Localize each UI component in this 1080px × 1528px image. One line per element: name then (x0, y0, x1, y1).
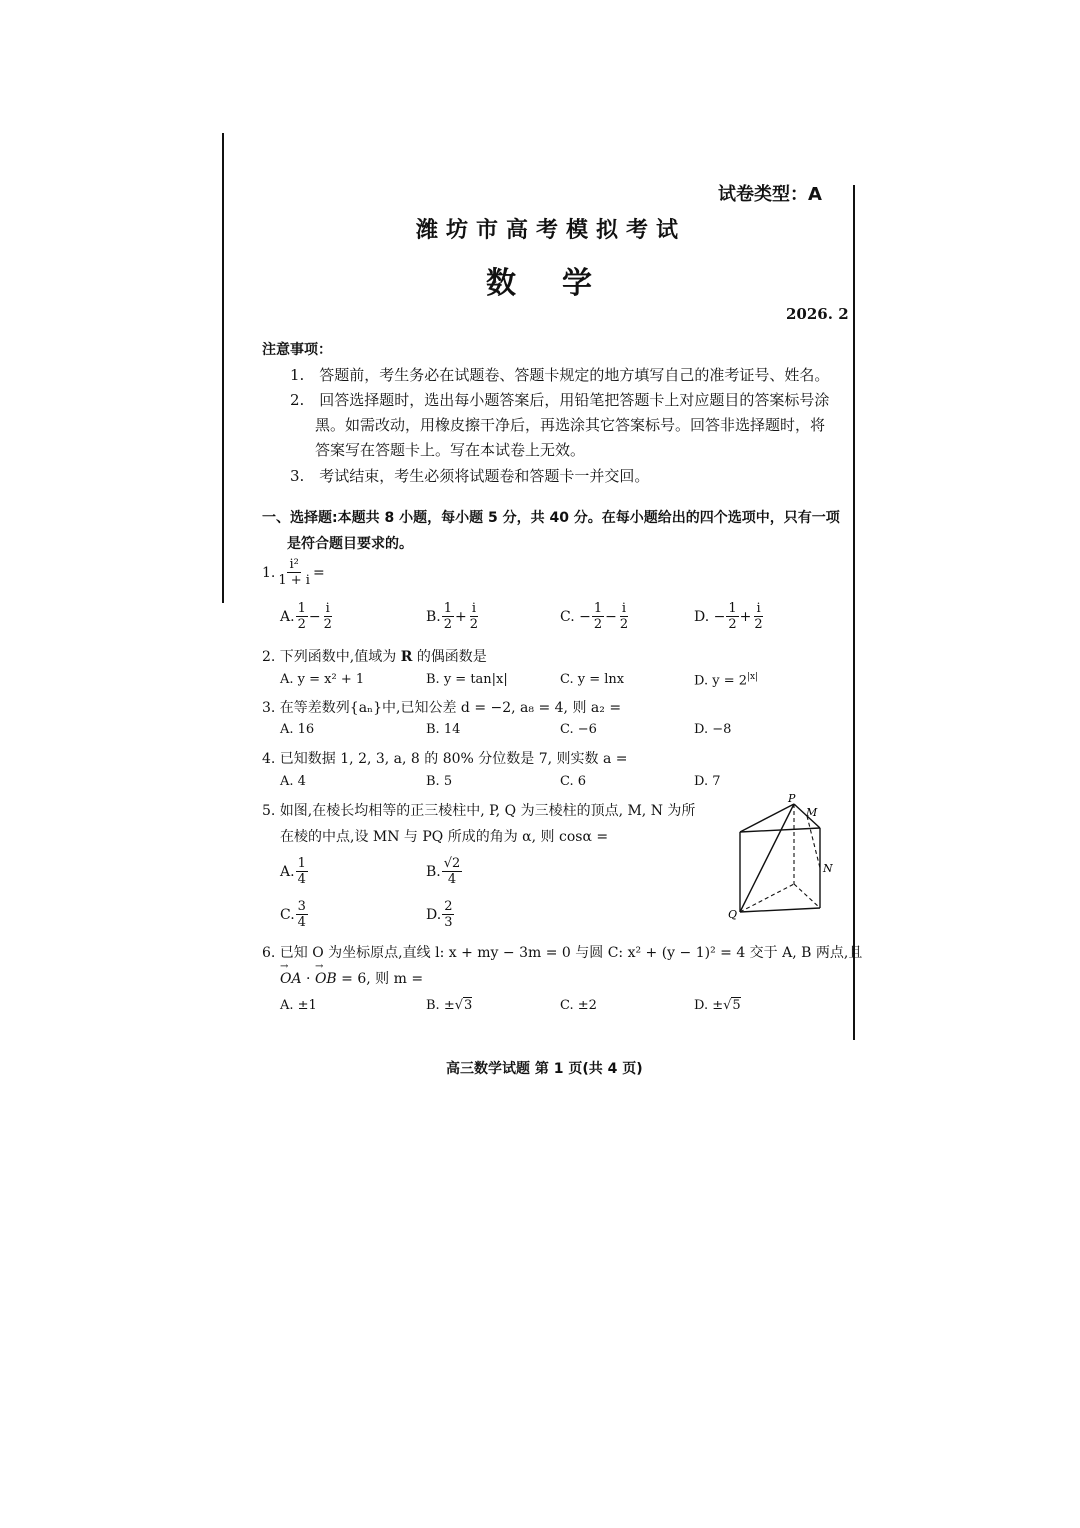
q6-option-b: B. ±√3 (426, 998, 473, 1013)
q1-number: 1. (262, 564, 276, 581)
q4-option-c: C. 6 (560, 774, 587, 789)
q3-option-d: D. −8 (694, 722, 732, 737)
subject-title: 数 学 (486, 266, 600, 301)
question-1-stem (262, 558, 325, 587)
question-3-stem: 3. 在等差数列{aₙ}中,已知公差 d = −2, a₈ = 4, 则 a₂ = (262, 700, 622, 716)
q1-numerator: i² (289, 557, 299, 572)
label-n: N (823, 862, 833, 875)
vector-oa: → OA (280, 971, 302, 987)
notice-item-2-cont2: 答案写在答题卡上。写在本试卷上无效。 (315, 441, 586, 459)
page-footer: 高三数学试题 第 1 页(共 4 页) (446, 1061, 643, 1077)
question-5-stem: 5. 如图,在棱长均相等的正三棱柱中, P, Q 为三棱柱的顶点, M, N 为所 (262, 803, 696, 819)
label-q: Q (728, 908, 738, 921)
notice-item-1: 1. 答题前，考生务必在试题卷、答题卡规定的地方填写自己的准考证号、姓名。 (290, 366, 830, 384)
q5-option-c: C. $\frac{3}{4}$ (280, 899, 306, 930)
notice-item-2: 2. 回答选择题时，选出每小题答案后，用铅笔把答题卡上对应题目的答案标号涂 (290, 391, 830, 409)
label-p: P (788, 794, 796, 805)
prism-hidden-edge (794, 884, 820, 908)
q3-option-a: A. 16 (280, 722, 315, 737)
q2-option-a: A. y = x² + 1 (280, 672, 365, 687)
section-heading: 一、选择题:本题共 8 小题，每小题 5 分，共 40 分。在每小题给出的四个选项中，只有一项 (262, 510, 840, 526)
left-margin-line (222, 133, 224, 603)
q5-option-a: A. $\frac{1}{4}$ (280, 856, 306, 887)
q1-denominator: 1 + i (278, 573, 310, 588)
question-6-stem: 6. 已知 O 为坐标原点,直线 l: x + my − 3m = 0 与圆 C: x² + (y − 1)² = 4 交于 A, B 两点,且 (262, 945, 863, 961)
segment-pq (740, 804, 794, 912)
question-2-stem: 2. 下列函数中,值域为 R 的偶函数是 (262, 649, 487, 665)
q2-option-d: D. $y = 2^{|x|}$ (694, 672, 759, 689)
q4-option-d: D. 7 (694, 774, 721, 789)
label-m: M (806, 806, 818, 819)
prism-edge (740, 908, 820, 912)
q6-option-d: D. ±√5 (694, 998, 741, 1013)
section-heading-cont: 是符合题目要求的。 (287, 536, 413, 552)
exam-date: 2026. 2 (786, 305, 849, 323)
vector-ob: → OB (315, 971, 337, 987)
q1-equals: = (312, 564, 325, 581)
q1-option-b: B. $\frac{1}{2}$ + $\frac{i}{2}$ (426, 601, 479, 632)
question-5-stem-cont: 在棱的中点,设 MN 与 PQ 所成的角为 α, 则 cosα = (280, 829, 609, 845)
prism-hidden-edge (740, 884, 794, 912)
q4-option-a: A. 4 (280, 774, 306, 789)
prism-edge (740, 804, 794, 832)
paper-type: 试卷类型：A (718, 184, 822, 205)
notice-item-3: 3. 考试结束，考生必须将试题卷和答题卡一并交回。 (290, 467, 650, 485)
question-4-stem: 4. 已知数据 1, 2, 3, a, 8 的 80% 分位数是 7, 则实数 a = (262, 751, 628, 767)
question-6-stem-cont: → OA · → OB = 6, 则 m = (280, 968, 423, 988)
q2-real-set: R (400, 649, 413, 665)
q1-option-c: C. − $\frac{1}{2}$ − $\frac{i}{2}$ (560, 601, 629, 632)
q2-option-b: B. y = tan|x| (426, 672, 508, 687)
q5-option-b: B. $\frac{√2}{4}$ (426, 856, 461, 887)
notice-item-2-cont: 黑。如需改动，用橡皮擦干净后，再选涂其它答案标号。回答非选择题时，将 (315, 416, 826, 434)
q3-option-b: B. 14 (426, 722, 461, 737)
q3-option-c: C. −6 (560, 722, 597, 737)
segment-mn (807, 816, 820, 868)
q1-option-d: D. − $\frac{1}{2}$ + $\frac{i}{2}$ (694, 601, 763, 632)
right-margin-line (853, 185, 855, 1040)
q1-option-a: A. $\frac{1}{2}$ − $\frac{i}{2}$ (280, 601, 332, 632)
exam-title: 潍坊市高考模拟考试 (416, 217, 687, 243)
q2-option-c: C. y = lnx (560, 672, 625, 687)
q4-option-b: B. 5 (426, 774, 453, 789)
prism-figure (724, 794, 839, 929)
q6-option-c: C. ±2 (560, 998, 597, 1013)
q6-option-a: A. ±1 (280, 998, 317, 1013)
q5-option-d: D. $\frac{2}{3}$ (426, 899, 453, 930)
notice-heading: 注意事项： (262, 342, 332, 358)
